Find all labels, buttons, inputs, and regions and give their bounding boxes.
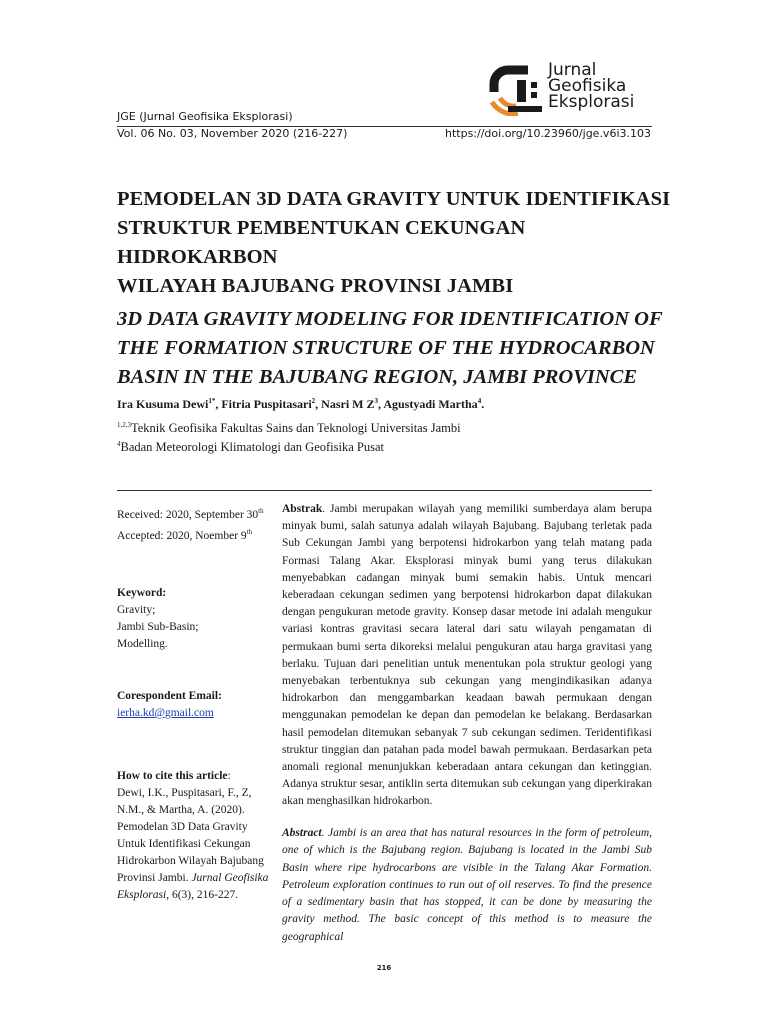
correspondent <box>117 688 277 722</box>
author-name: Agustyadi Martha <box>383 397 478 411</box>
abstract-english <box>282 825 652 946</box>
logo-text <box>548 62 634 110</box>
author-name: Fitria Puspitasari <box>221 397 312 411</box>
author-name: Nasri M Z <box>321 397 375 411</box>
title-line: WILAYAH BAJUBANG PROVINSI JAMBI <box>117 275 514 297</box>
abstract-label: Abstract <box>282 827 322 839</box>
title-line: STRUKTUR PEMBENTUKAN CEKUNGAN HIDROKARBON <box>117 217 526 268</box>
keywords <box>117 585 277 653</box>
dates <box>117 503 277 545</box>
affiliation <box>117 440 384 455</box>
title-line: 3D DATA GRAVITY MODELING FOR IDENTIFICATION OF <box>117 308 663 330</box>
affiliation-text: Badan Meteorologi Klimatologi dan Geofisika Pusat <box>120 440 384 455</box>
author-list: Ira Kusuma Dewi$^{1*}$, Fitria Puspitasari$^2$, Nasri M $Z^3$, Agustyadi Martha$^4$. <box>117 397 485 411</box>
journal-name: JGE (Jurnal Geofisika Eksplorasi) <box>117 110 293 123</box>
author-sup: 3 <box>374 397 378 405</box>
email-label: Corespondent Email: <box>117 690 222 702</box>
affiliation-sup: 4 <box>117 440 121 448</box>
journal-logo <box>484 62 544 121</box>
title-line: THE FORMATION STRUCTURE OF THE HYDROCARBON <box>117 337 655 359</box>
keyword-label: Keyword: <box>117 587 167 599</box>
cite-label: How to cite this article <box>117 770 228 782</box>
logo-line-2: Geofisika <box>548 76 627 96</box>
affiliation <box>117 421 461 436</box>
title-indonesian <box>117 185 677 301</box>
abstract-indonesian <box>282 501 652 811</box>
volume-info: Vol. 06 No. 03, November 2020 (216-227) <box>117 127 348 140</box>
abstract-label: Abstrak <box>282 503 323 515</box>
author-sup: 4 <box>477 397 482 405</box>
author-sup: 1* <box>208 397 216 405</box>
author-sup: 2 <box>311 397 316 405</box>
title-english <box>117 305 677 392</box>
email-link[interactable]: ierha.kd@gmail.com <box>117 707 214 719</box>
cite-text: Dewi, I.K., Puspitasari, F., Z, N.M., & Martha, A. (2020). Pemodelan 3D Data Gravity Untuk Identifikasi Cekungan Hidrokarbon Wilayah Bajubang Provinsi Jambi. <box>117 787 264 884</box>
cite-tail: , 6(3), 216-227. <box>166 889 239 901</box>
affiliation-sup: 1,2,3 <box>117 421 131 429</box>
abstract-text: . Jambi is an area that has natural resources in the form of petroleum, one of which is the Bajubang region. Bajubang is located in the Jambi Sub Basin where ripe hydrocarbons are visible in the Talang Akar Formation. Petroleum exploration continues to run out of oil reserves. To find the presence of a sedimentary basin that has stopped, it can be done by measuring the gravity method. The basic concept of this method is to measure the geographical <box>282 827 652 943</box>
section-divider <box>117 490 652 491</box>
keyword: Jambi Sub-Basin; <box>117 621 199 633</box>
author-name: Ira Kusuma Dewi <box>117 397 209 411</box>
cite-journal: Jurnal Geofisika Eksplorasi <box>117 872 269 901</box>
abstract-text: . Jambi merupakan wilayah yang memiliki sumberdaya alam berupa minyak bumi, salah satunya adalah wilayah Bajubang. Bajubang terletak pada Sub Cekungan Jambi yang berpotensi hidrokarbon yang telah matang pada Formasi Talang Akar. Eksplorasi minyak bumi yang terus dilakukan menyebabkan cadangan minyak bumi semakin habis. Untuk mencari keberadaan cekungan sedimen yang berpotensi hidrokarbon dapat dilakukan dengan pengukuran metode gravity. Konsep dasar metode ini adalah mengukur variasi kontras gravitasi secara lateral dari satu wilayah pengamatan di permukaan bumi serta dikoreksi melalui pengukuran atau harga gravitasi yang berlaku. Tujuan dari penelitian untuk menentukan pola struktur geologi yang menyebakan terbentuknya sub cekungan yang mengindikasikan adanya hidrokarbon dan menggambarkan keadaan bawah permukaan dengan menggunakan pemodelan ke depan dan pemodelan ke belakang. Berdasarkan hasil pemodelan ditemukan sebanyak 7 sub cekungan sedimen. Teridentifikasi struktur tinggian dan patahan pada model bawah permukaan. Berdasarkan peta anomali regional menunjukkan keberadaan antara cekungan dan ketinggian. Adanya struktur sesar, antiklin serta ditemukan sub cekungan yang diperkirakan akan menghasilkan hidrokarbon. <box>282 503 652 808</box>
accepted-date: Accepted: 2020, Noember 9th <box>117 527 253 542</box>
logo-mark-icon <box>484 62 544 116</box>
logo-line-1: Jurnal <box>548 60 597 80</box>
title-line: PEMODELAN 3D DATA GRAVITY UNTUK IDENTIFIKASI <box>117 188 671 210</box>
received-date: Received: 2020, September 30th <box>117 507 264 521</box>
doi-link[interactable]: https://doi.org/10.23960/jge.v6i3.103 <box>445 127 651 140</box>
affiliation-text: Teknik Geofisika Fakultas Sains dan Teknologi Universitas Jambi <box>131 421 461 436</box>
citation: How to cite this article: Dewi, I.K., Puspitasari, F., Z, N.M., & Martha, A. (2020). Pemodelan 3D Data Gravity Untuk Identifikasi Cekungan Hidrokarbon Wilayah Bajubang Provinsi Jambi. Jurnal Geofisika Eksplorasi, 6(3), 216-227. <box>117 770 269 901</box>
keyword: Gravity; <box>117 604 156 616</box>
page-number: 216 <box>376 964 392 972</box>
keyword: Modelling. <box>117 638 168 650</box>
logo-line-3: Eksplorasi <box>548 92 635 112</box>
title-line: BASIN IN THE BAJUBANG REGION, JAMBI PROVINCE <box>117 366 638 388</box>
